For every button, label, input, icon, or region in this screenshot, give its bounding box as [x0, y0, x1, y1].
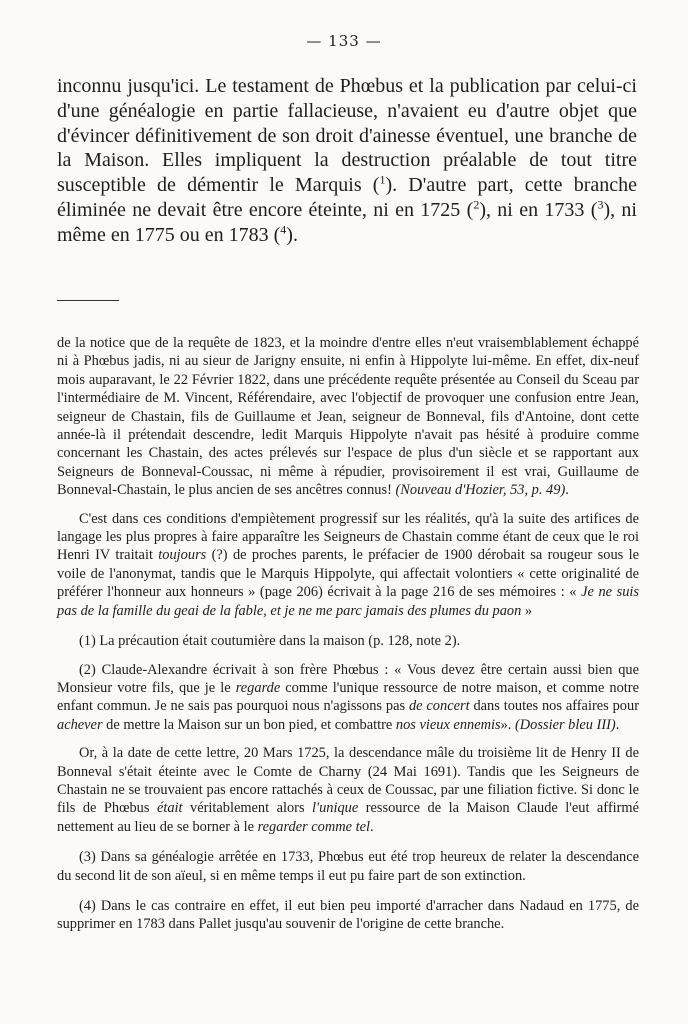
footnote-2-continuation: Or, à la date de cette lettre, 20 Mars 1725, la descendance mâle du troisième lit de Henry II de Bonneval s'était éteinte avec le Comte de Charny (24 Mai 1691). Tandis que les Seigneurs de Chastain ne se trouvaient pas encore rattachés à ceux de Coussac, par une filiation fictive. Si donc le fils de Phœbus était véritablement alors l'unique ressource de la Maison Claude l'eut affirmé nettement au lieu de se borner à le regarder comme tel.: [57, 745, 639, 835]
footnote-2: (2) Claude-Alexandre écrivait à son frère Phœbus : « Vous devez être certain aussi bien que Monsieur votre fils, que je le regarde comme l'unique ressource de notre maison, et comme notre enfant commun. Je ne sais pas pourquoi nous n'agissons pas de concert dans toutes nos affaires pour achever de mettre la Maison sur un bon pied, et combattre nos vieux ennemis». (Dossier bleu III).: [57, 661, 639, 733]
main-paragraph: inconnu jusqu'ici. Le testament de Phœbus et la publication par celui-ci d'une généalogie en partie fallacieuse, n'avaient eu d'autre objet que d'évincer définitivement de son droit d'ainesse éventuel, une branche de la Maison. Elles impliquent la destruction préalable de tout titre susceptible de démentir le Marquis ($^1$). D'autre part, cette branche éliminée ne devait être encore éteinte, ni en 1725 ($^2$), ni en 1733 ($^3$), ni même en 1775 ou en 1783 ($^4$).: [57, 75, 637, 246]
footnote-1: (1) La précaution était coutumière dans la maison (p. 128, note 2).: [79, 633, 461, 650]
footnote-3: (3) Dans sa généalogie arrêtée en 1733, Phœbus eut été trop heureux de relater la descendance du second lit de son aïeul, si en même temps il eut pu faire part de son extinction.: [57, 849, 639, 884]
note-paragraph-context: C'est dans ces conditions d'empiètement progressif sur les réalités, qu'à la suite des artifices de langage les plus propres à faire apparaître les Seigneurs de Chastain comme étant de ceux que le roi Henri IV traitait toujours (?) de proches parents, le préfacier de 1900 dérobait sa rougeur sous le voile de l'anonymat, tandis que le Marquis Hippolyte, qui affectait volontiers « cette originalité de préférer l'honneur aux honneurs » (page 206) écrivait à la page 216 de ses mémoires : « Je ne suis pas de la famille du geai de la fable, et je ne me parc jamais des plumes du paon »: [57, 510, 640, 619]
footnote-separator: [57, 300, 119, 301]
footnote-ref-4: 4: [280, 222, 287, 237]
footnote-4: (4) Dans le cas contraire en effet, il eut bien peu importé d'arracher dans Nadaud en 1775, de supprimer en 1783 dans Pallet jusqu'au souvenir de l'origine de cette branche.: [57, 897, 639, 933]
footnote-ref-3: 3: [597, 197, 604, 212]
footnote-ref-1: 1: [379, 172, 386, 187]
footnote-ref-2: 2: [473, 197, 480, 212]
footnotes: [57, 334, 639, 934]
note-continuation: de la notice que de la requête de 1823, et la moindre d'entre elles n'eut vraisemblablement échappé ni à Phœbus jadis, ni au sieur de Jarigny ensuite, ni enfin à Hippolyte lui-même. En effet, dix-neuf mois auparavant, le 22 Février 1822, dans une précédente requête présentée au Conseil du Sceau par l'intermédiaire de M. Vincent, Référendaire, avec l'objectif de provoquer une confusion entre Jean, seigneur de Chastain, fils de Guillaume et Jean, seigneur de Bonneval, fils d'Antoine, dont cette année-là il prétendait descendre, ledit Marquis Hippolyte n'avait pas hésité à produire comme concernant les Chastain, des actes prélevés sur l'espace de plus d'un siècle et se rapportant aux Seigneurs de Bonneval-Coussac, ni même à répudier, provisoirement il est vrai, Guillaume de Bonneval-Chastain, le plus ancien de ses ancêtres connus! (Nouveau d'Hozier, 53, p. 49).: [57, 335, 639, 499]
page-number: — 133 —: [306, 32, 382, 50]
